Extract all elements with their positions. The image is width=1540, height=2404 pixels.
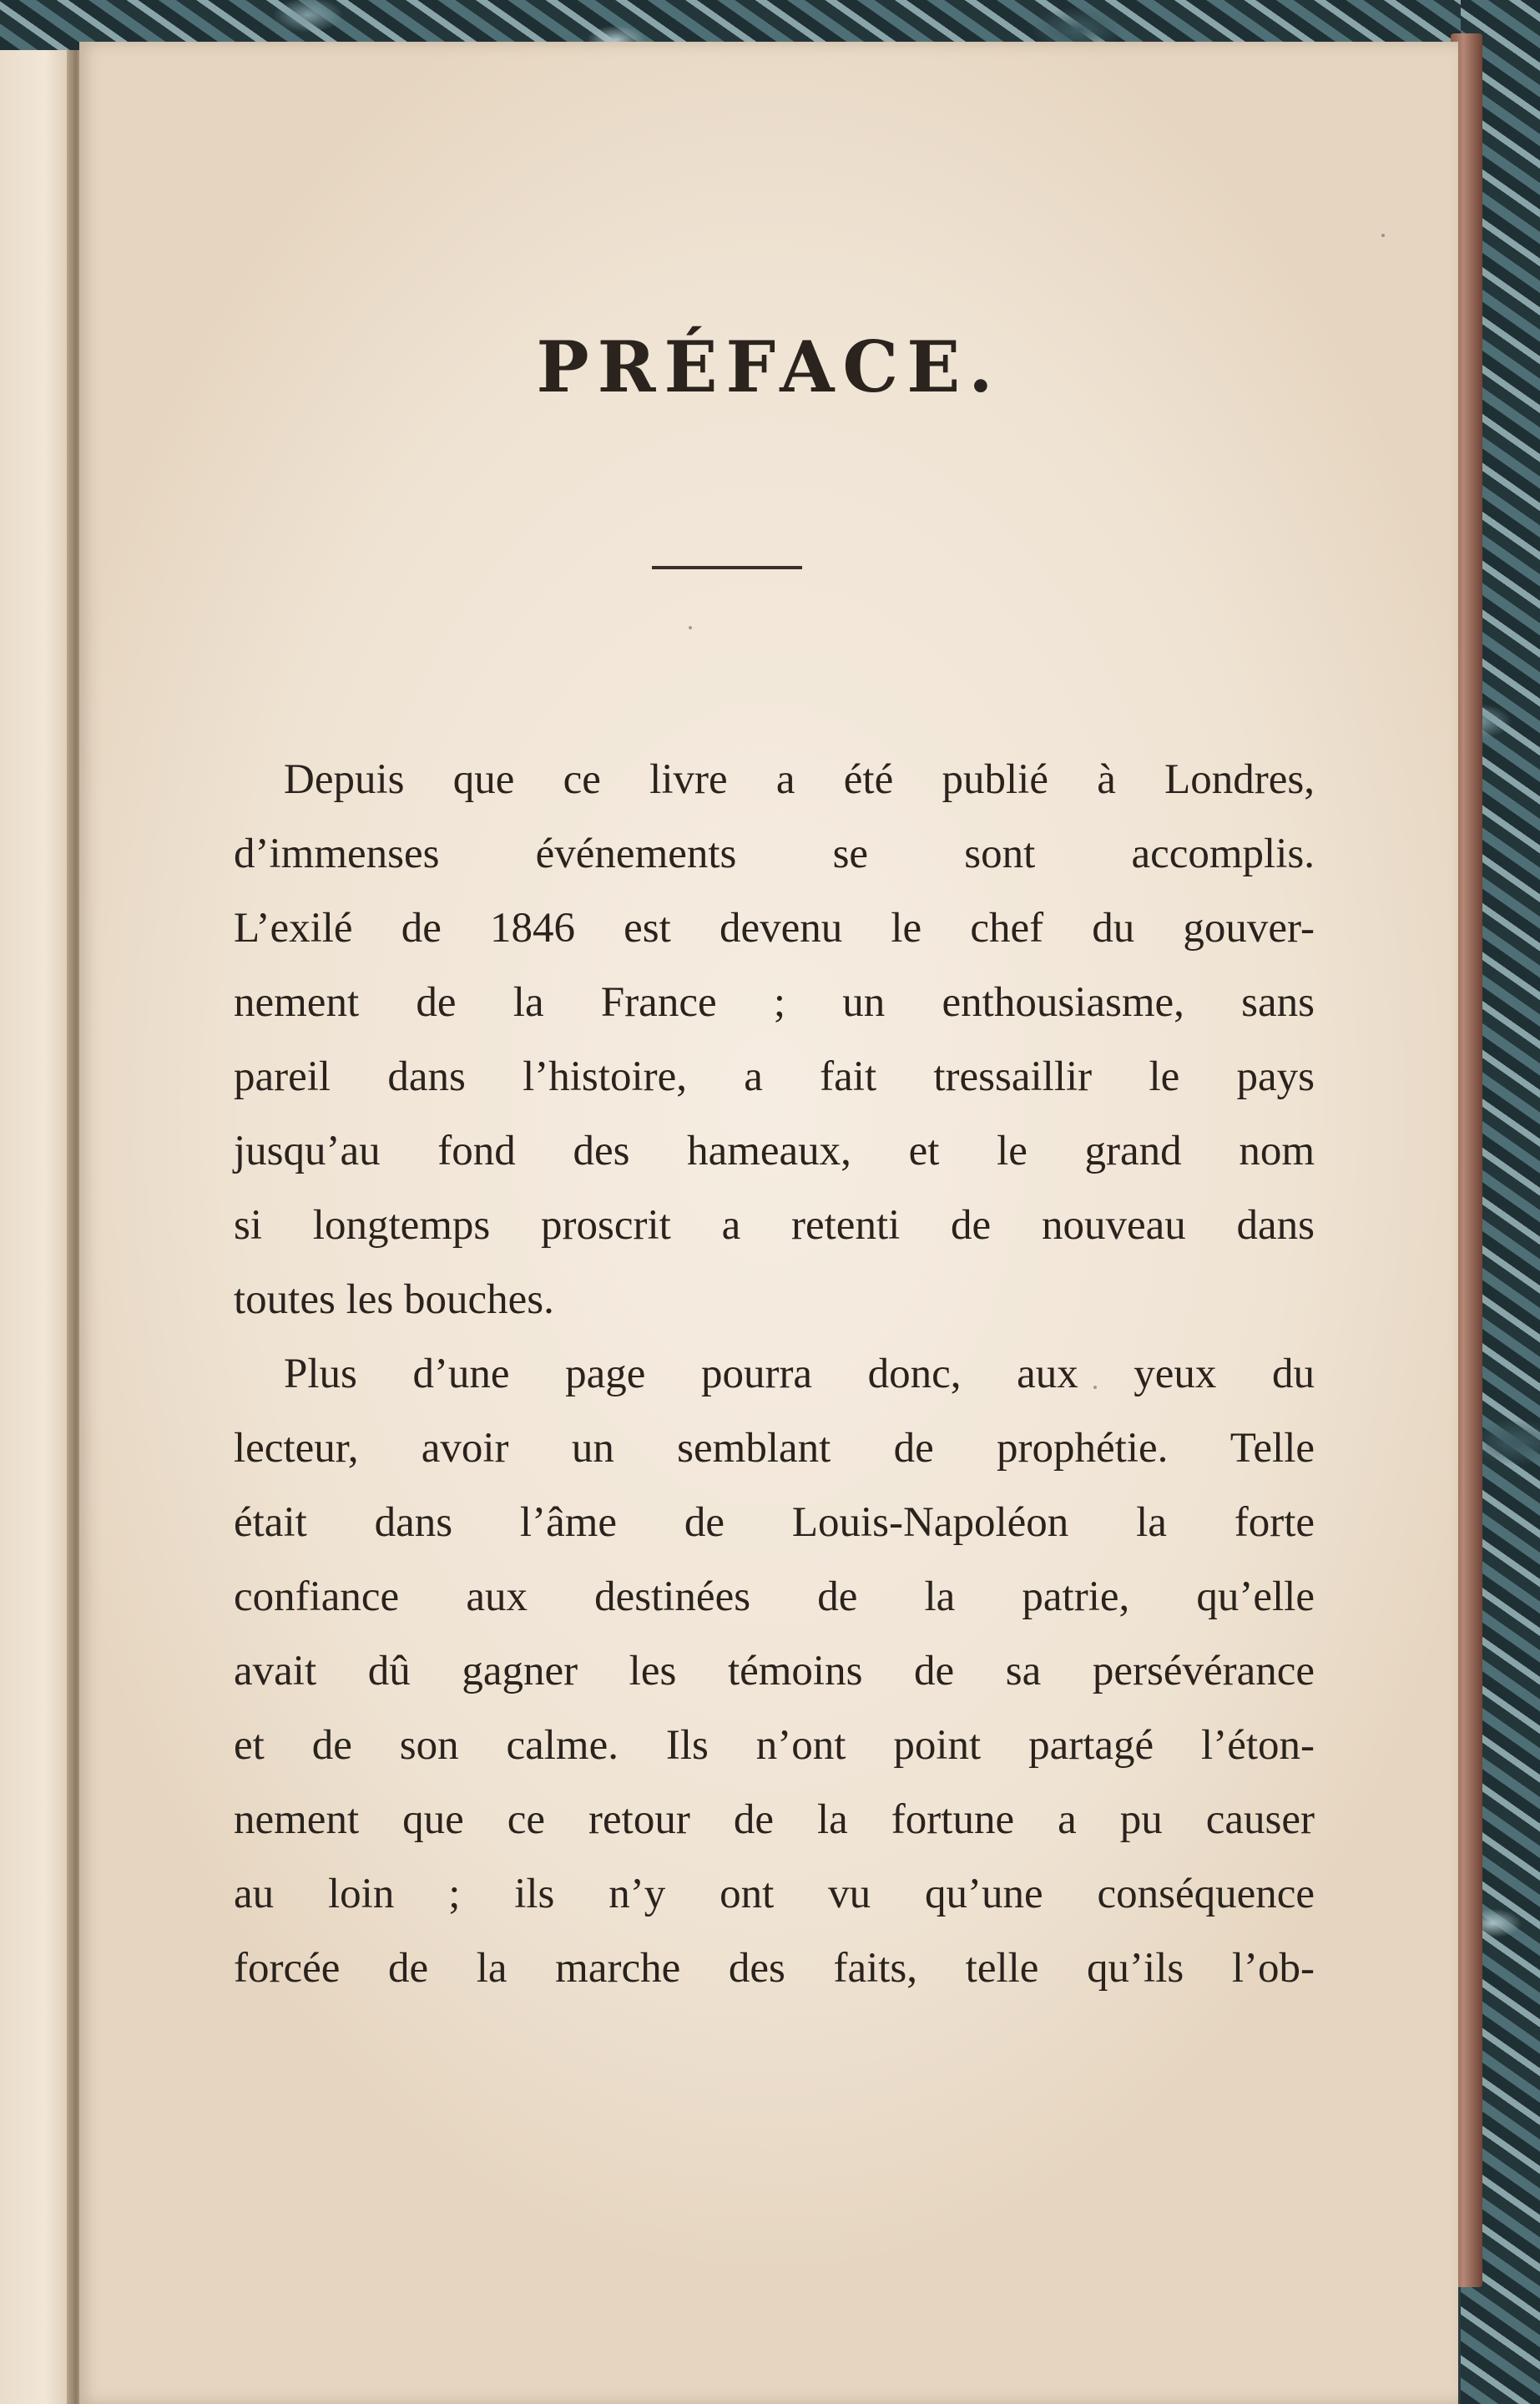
paragraph-2 (234, 1337, 1315, 2006)
text-line: était dans l’âme de Louis-Napoléon la forte (234, 1499, 1315, 1546)
text-line: toutes les bouches. (234, 1276, 554, 1323)
page-body (234, 743, 1315, 2006)
paper-speck (1381, 234, 1385, 237)
text-line: si longtemps proscrit a retenti de nouveau dans (234, 1202, 1315, 1249)
text-line: Depuis que ce livre a été publié à Londres, (284, 756, 1315, 803)
text-line: confiance aux destinées de la patrie, qu’elle (234, 1573, 1315, 1620)
text-line: jusqu’au fond des hameaux, et le grand nom (234, 1128, 1315, 1174)
text-line: nement que ce retour de la fortune a pu causer (234, 1796, 1315, 1843)
text-line: lecteur, avoir un semblant de prophétie. Telle (234, 1425, 1315, 1472)
text-line: nement de la France ; un enthousiasme, sans (234, 979, 1315, 1026)
page-heading: PRÉFACE. (536, 326, 1002, 408)
paper-speck (689, 626, 692, 629)
text-line: et de son calme. Ils n’ont point partagé l’éton- (234, 1722, 1315, 1769)
paragraph-1 (234, 743, 1315, 1337)
book-page (79, 42, 1458, 2404)
paper-speck (1498, 1861, 1502, 1865)
text-line: d’immenses événements se sont accomplis. (234, 831, 1315, 877)
text-line: avait dû gagner les témoins de sa persévérance (234, 1648, 1315, 1694)
heading-rule (652, 566, 802, 569)
text-line: L’exilé de 1846 est devenu le chef du gouver- (234, 905, 1315, 952)
text-line: pareil dans l’histoire, a fait tressaillir le pays (234, 1053, 1315, 1100)
text-line: forcée de la marche des faits, telle qu’ils l’ob- (234, 1945, 1315, 1992)
paper-speck (1093, 1386, 1097, 1389)
text-line: Plus d’une page pourra donc, aux yeux du (284, 1351, 1315, 1397)
facing-page-edge (0, 50, 75, 2404)
text-line: au loin ; ils n’y ont vu qu’une conséquence (234, 1871, 1315, 1917)
